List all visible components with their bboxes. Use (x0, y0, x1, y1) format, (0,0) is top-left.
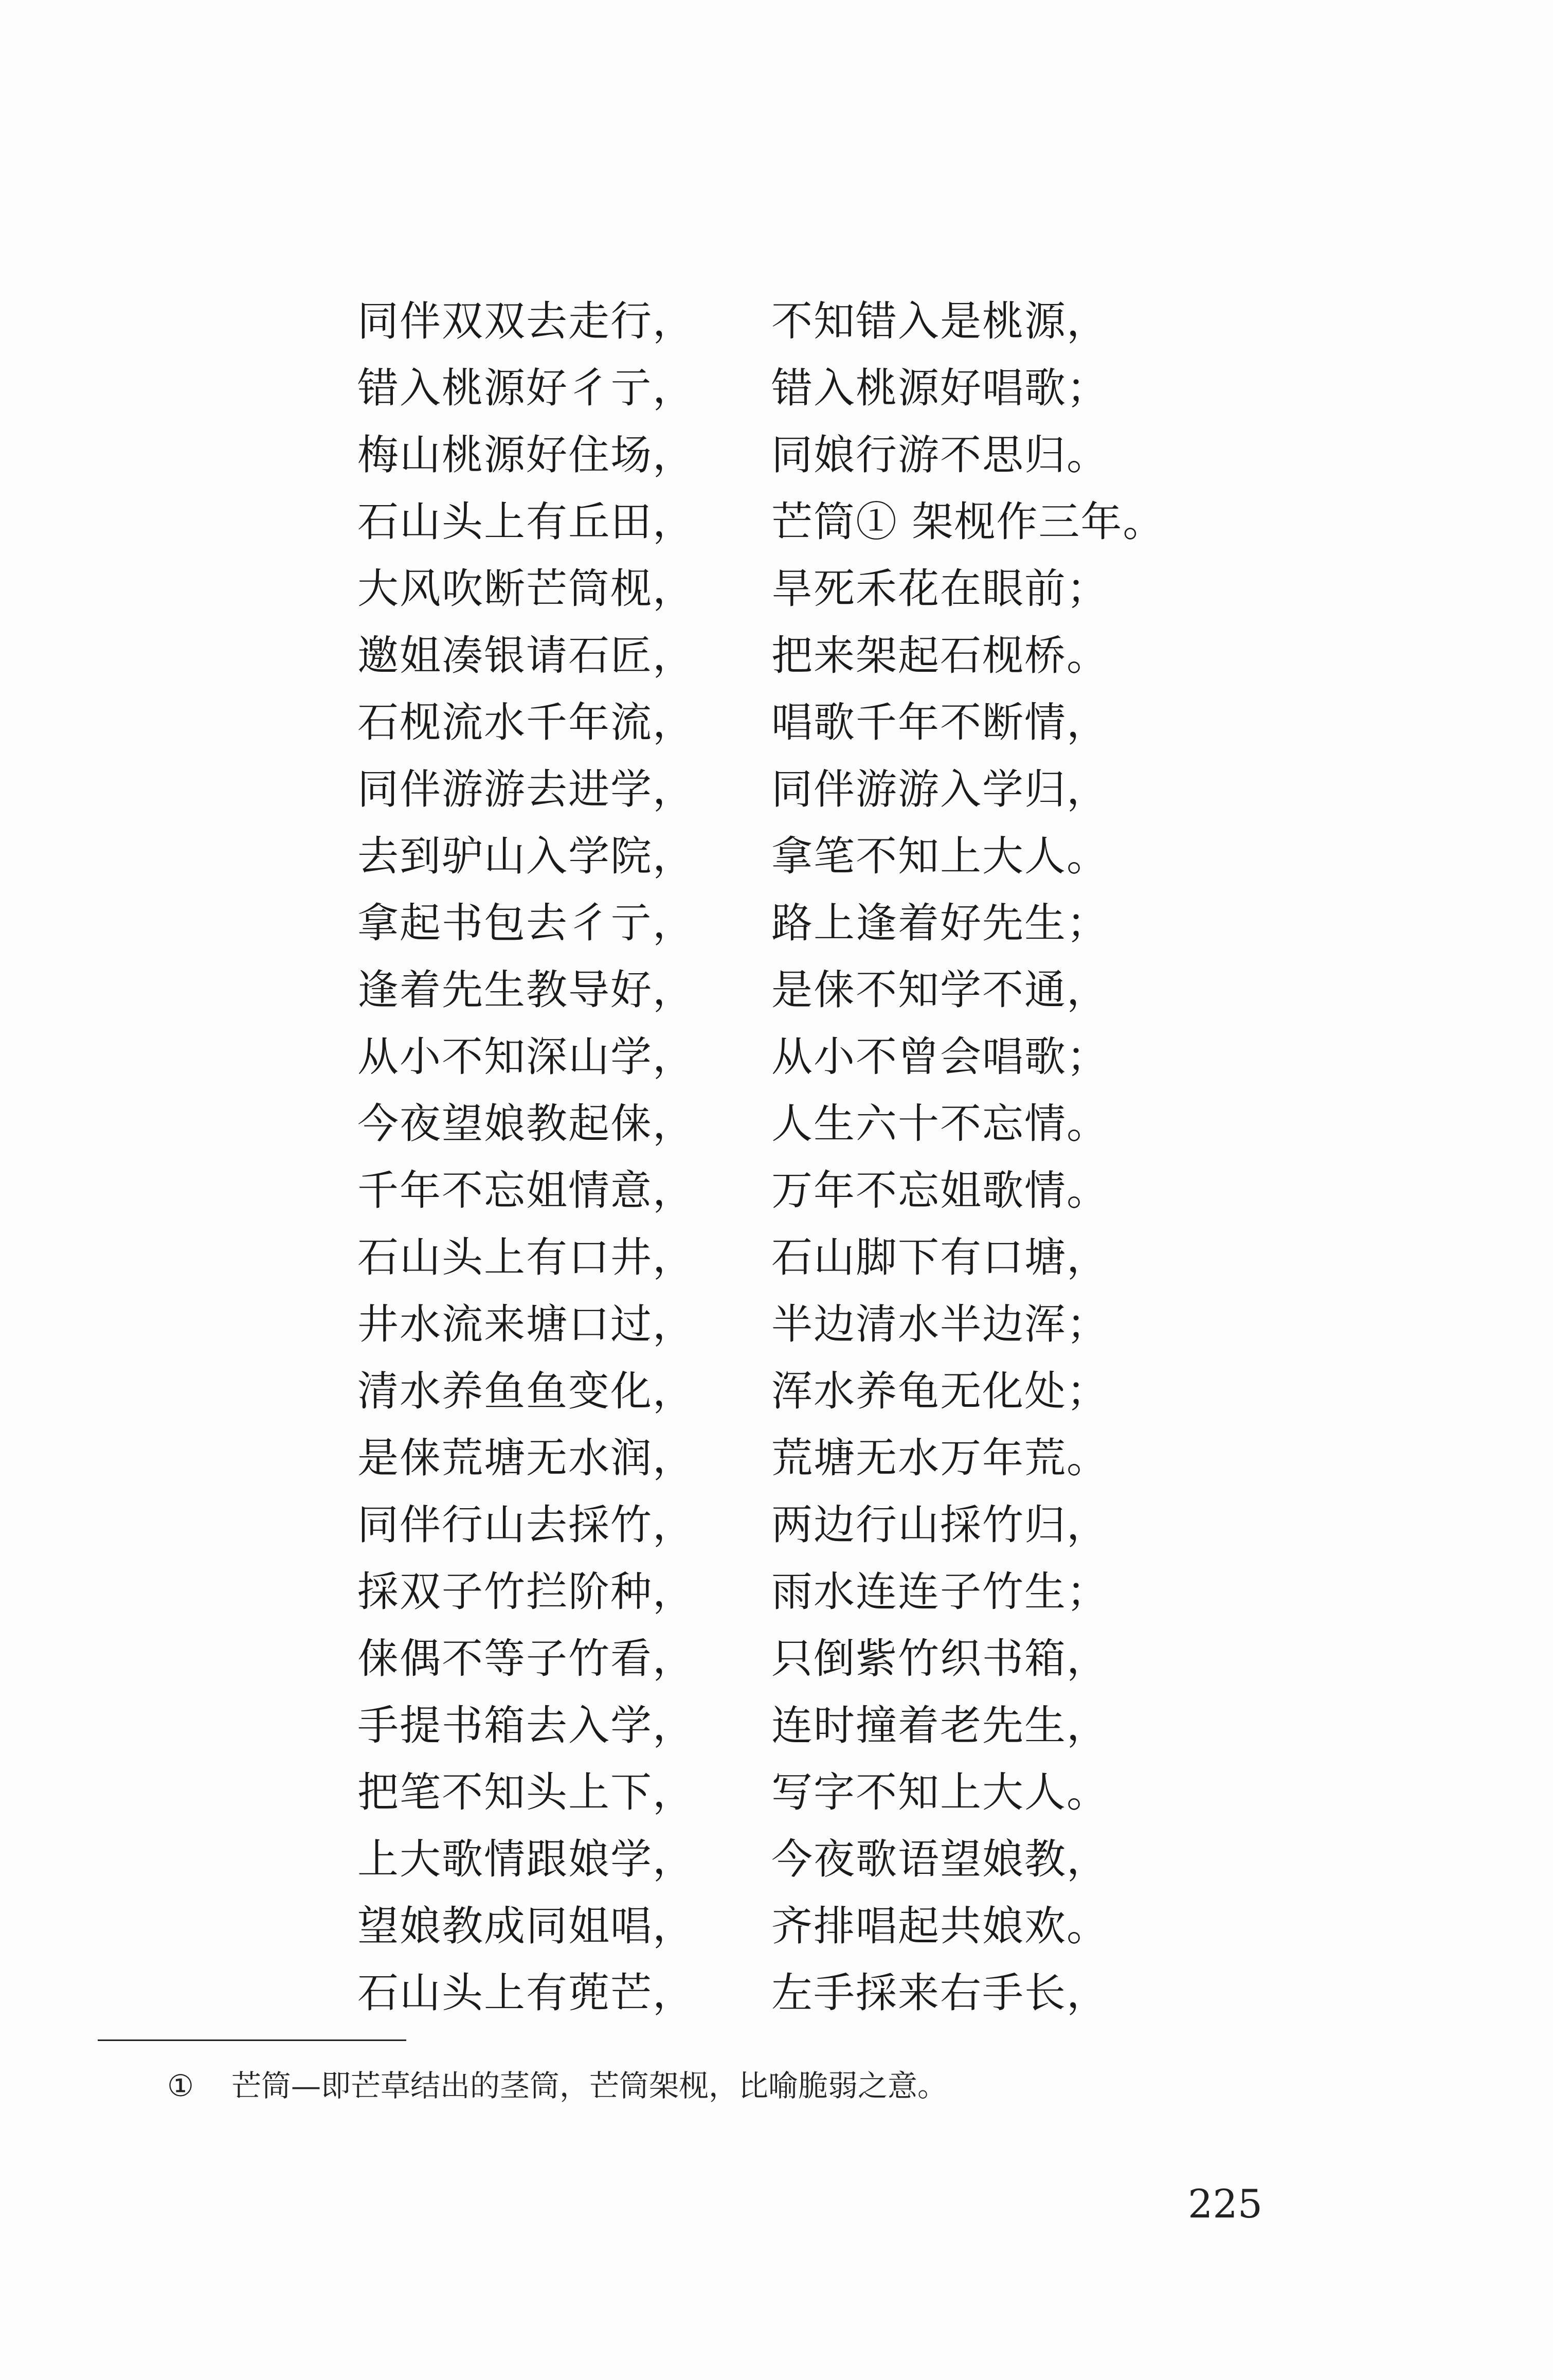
poem-line-left: 手提书箱去入学， (357, 1702, 695, 1749)
poem-line-left: 同伴游游去进学， (357, 765, 695, 813)
poem-line-right: 从小不曾会唱歌； (771, 1033, 1109, 1081)
poem-row (0, 1229, 1553, 1296)
poem-line-left: 邀姐凑银请石匠， (357, 632, 695, 679)
poem-line-left: 错入桃源好彳亍， (357, 364, 695, 412)
poem-line-right: 连时撞着老先生， (771, 1702, 1109, 1749)
poem-line-left: 俫偶不等子竹看， (357, 1635, 695, 1683)
poem-line-left: 採双子竹拦阶种， (357, 1568, 695, 1616)
poem-line-left: 石山头上有丘田， (357, 498, 695, 546)
page-number: 225 (1188, 2181, 1263, 2227)
poem-line-left: 梅山桃源好住场， (357, 431, 695, 479)
footnote-marker: ① (167, 2068, 194, 2103)
poem-row (0, 761, 1553, 828)
poem-row (0, 1564, 1553, 1631)
poem-line-left: 同伴双双去走行， (357, 297, 695, 345)
poem-line-right: 雨水连连子竹生； (771, 1568, 1109, 1616)
poem-row (0, 1631, 1553, 1697)
poem-line-left: 石山头上有蔸芒， (357, 1969, 695, 2017)
poem-line-right: 旱死禾花在眼前； (771, 565, 1109, 613)
poem-row (0, 360, 1553, 427)
poem-line-right: 是俫不知学不通， (771, 966, 1109, 1014)
poem-line-left: 上大歌情跟娘学， (357, 1835, 695, 1883)
poem-line-right: 人生六十不忘情。 (771, 1100, 1109, 1148)
poem-line-right: 错入桃源好唱歌； (771, 364, 1109, 412)
poem-line-left: 拿起书包去彳亍， (357, 899, 695, 947)
poem-line-right: 拿笔不知上大人。 (771, 832, 1109, 880)
poem-line-right: 荒塘无水万年荒。 (771, 1434, 1109, 1482)
poem-line-right: 同伴游游入学归， (771, 765, 1109, 813)
poem-row (0, 1965, 1553, 2032)
poem-line-left: 井水流来塘口过， (357, 1300, 695, 1348)
poem-row (0, 494, 1553, 561)
poem-line-left: 把笔不知头上下， (357, 1768, 695, 1816)
poem-row (0, 694, 1553, 761)
poem-row (0, 1898, 1553, 1965)
poem-row (0, 427, 1553, 494)
poem-line-right: 芒筒① 架枧作三年。 (771, 498, 1165, 546)
poem-line-right: 不知错入是桃源， (771, 297, 1109, 345)
poem-line-left: 同伴行山去採竹， (357, 1501, 695, 1549)
poem-row (0, 1430, 1553, 1497)
poem-row (0, 1029, 1553, 1096)
poem-line-right: 同娘行游不思归。 (771, 431, 1109, 479)
poem-line-left: 是俫荒塘无水润， (357, 1434, 695, 1482)
footnote-text: 芒筒—即芒草结出的茎筒，芒筒架枧，比喻脆弱之意。 (231, 2068, 948, 2103)
poem-line-right: 浑水养龟无化处； (771, 1367, 1109, 1415)
poem-row (0, 1162, 1553, 1229)
poem-line-right: 只倒紫竹织书箱， (771, 1635, 1109, 1683)
poem-line-left: 大风吹断芒筒枧， (357, 565, 695, 613)
poem-line-left: 逢着先生教导好， (357, 966, 695, 1014)
poem-row (0, 895, 1553, 962)
poem-line-left: 望娘教成同姐唱， (357, 1902, 695, 1950)
poem-row (0, 828, 1553, 895)
poem-line-left: 去到驴山入学院， (357, 832, 695, 880)
poem-line-left: 石山头上有口井， (357, 1233, 695, 1281)
poem-line-right: 左手採来右手长， (771, 1969, 1109, 2017)
poem-line-right: 两边行山採竹归， (771, 1501, 1109, 1549)
poem-line-right: 唱歌千年不断情， (771, 699, 1109, 746)
poem-row (0, 1497, 1553, 1564)
poem-body (0, 293, 1553, 2032)
poem-line-right: 把来架起石枧桥。 (771, 632, 1109, 679)
poem-row (0, 1764, 1553, 1831)
poem-line-right: 石山脚下有口塘， (771, 1233, 1109, 1281)
poem-line-right: 写字不知上大人。 (771, 1768, 1109, 1816)
poem-row (0, 628, 1553, 694)
poem-line-left: 今夜望娘教起俫， (357, 1100, 695, 1148)
poem-line-left: 从小不知深山学， (357, 1033, 695, 1081)
poem-line-right: 今夜歌语望娘教， (771, 1835, 1109, 1883)
poem-line-left: 清水养鱼鱼变化， (357, 1367, 695, 1415)
footnote-divider (98, 2039, 406, 2041)
poem-row (0, 1697, 1553, 1764)
poem-line-right: 半边清水半边浑； (771, 1300, 1109, 1348)
poem-row (0, 1363, 1553, 1430)
poem-line-left: 千年不忘姐情意， (357, 1167, 695, 1214)
poem-row (0, 1096, 1553, 1162)
poem-line-right: 路上逢着好先生； (771, 899, 1109, 947)
poem-line-right: 齐排唱起共娘欢。 (771, 1902, 1109, 1950)
poem-line-right: 万年不忘姐歌情。 (771, 1167, 1109, 1214)
poem-row (0, 293, 1553, 360)
poem-row (0, 561, 1553, 628)
poem-row (0, 1831, 1553, 1898)
poem-line-left: 石枧流水千年流， (357, 699, 695, 746)
poem-row (0, 1296, 1553, 1363)
poem-row (0, 962, 1553, 1029)
